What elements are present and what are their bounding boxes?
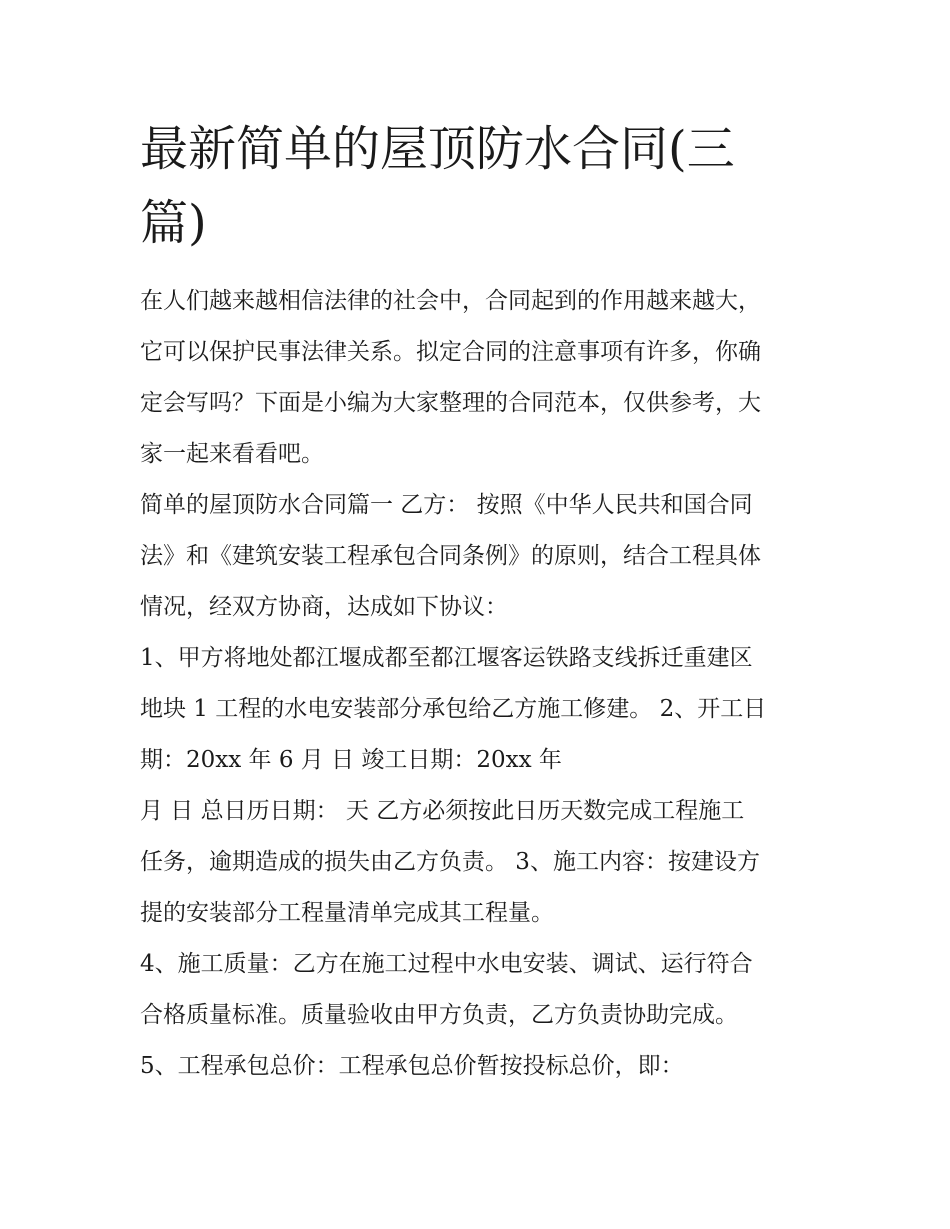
title-line-2: 篇) <box>140 195 207 251</box>
body-line: 在人们越来越相信法律的社会中，合同起到的作用越来越大， <box>140 288 761 314</box>
body-line: 4、施工质量：乙方在施工过程中水电安装、调试、运行符合 <box>140 951 753 977</box>
body-line: 地块 1 工程的水电安装部分承包给乙方施工修建。 2、开工日 <box>140 696 767 722</box>
title-line-1: 最新简单的屋顶防水合同(三 <box>140 121 735 177</box>
body-line: 合格质量标准。质量验收由甲方负责，乙方负责协助完成。 <box>140 1002 738 1028</box>
body-line: 定会写吗？下面是小编为大家整理的合同范本，仅供参考，大 <box>140 390 761 416</box>
body-line: 任务，逾期造成的损失由乙方负责。 3、施工内容：按建设方 <box>140 849 760 875</box>
body-line: 简单的屋顶防水合同篇一 乙方： 按照《中华人民共和国合同 <box>140 492 753 518</box>
document-title <box>140 112 840 260</box>
body-line: 它可以保护民事法律关系。拟定合同的注意事项有许多，你确 <box>140 339 761 365</box>
body-line: 5、工程承包总价：工程承包总价暂按投标总价，即： <box>140 1053 684 1079</box>
body-line: 提的安装部分工程量清单完成其工程量。 <box>140 900 554 926</box>
body-line: 月 日 总日历日期： 天 乙方必须按此日历天数完成工程施工 <box>140 798 745 824</box>
document-body <box>140 276 830 1092</box>
body-line: 期：20xx 年 6 月 日 竣工日期：20xx 年 <box>140 747 562 773</box>
body-line: 情况，经双方协商，达成如下协议： <box>140 594 508 620</box>
body-line: 家一起来看看吧。 <box>140 441 324 467</box>
body-line: 法》和《建筑安装工程承包合同条例》的原则，结合工程具体 <box>140 543 761 569</box>
body-line: 1、甲方将地处都江堰成都至都江堰客运铁路支线拆迁重建区 <box>140 645 753 671</box>
